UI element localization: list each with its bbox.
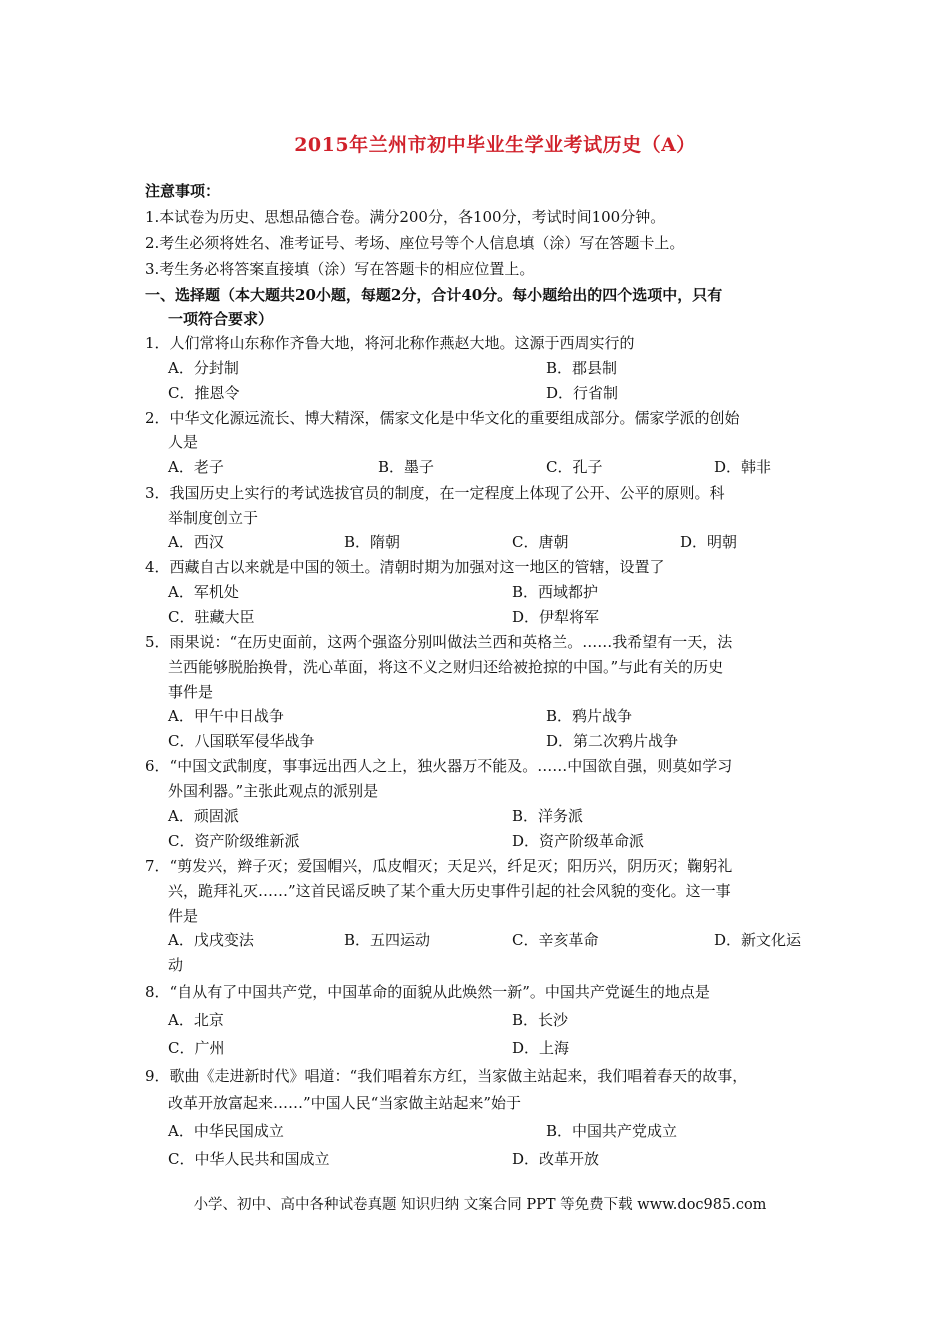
question-5-cont-2: 事件是	[168, 683, 214, 701]
question-7: 7．“剪发兴，辫子灭；爱国帽兴，瓜皮帽灭；天足兴，纤足灭；阳历兴，阴历灭；鞠躬礼	[145, 857, 733, 875]
q1-option-c: C．推恩令	[168, 384, 240, 402]
q5-option-b: B．鸦片战争	[546, 707, 633, 725]
question-3: 3．我国历史上实行的考试选拔官员的制度，在一定程度上体现了公开、公平的原则。科	[145, 484, 725, 502]
q9-option-b: B．中国共产党成立	[546, 1122, 678, 1140]
exam-title: 2015年兰州市初中毕业生学业考试历史（A）	[294, 134, 696, 156]
q8-option-b: B．长沙	[512, 1011, 569, 1029]
q1-option-d: D．行省制	[546, 384, 619, 402]
q8-option-a: A．北京	[168, 1011, 224, 1029]
q2-option-c: C．孔子	[546, 458, 603, 476]
q1-option-b: B．郡县制	[546, 359, 618, 377]
q9-option-a: A．中华民国成立	[168, 1122, 284, 1140]
notice-item-2: 2.考生必须将姓名、准考证号、考场、座位号等个人信息填（涂）写在答题卡上。	[145, 234, 685, 252]
q9-option-c: C．中华人民共和国成立	[168, 1150, 330, 1168]
q2-option-a: A．老子	[168, 458, 224, 476]
question-9-cont: 改革开放富起来……”中国人民“当家做主站起来”始于	[168, 1094, 522, 1112]
question-8: 8．“自从有了中国共产党，中国革命的面貌从此焕然一新”。中国共产党诞生的地点是	[145, 983, 710, 1001]
notice-item-3: 3.考生务必将答案直接填（涂）写在答题卡的相应位置上。	[145, 260, 535, 278]
notice-heading: 注意事项：	[145, 182, 221, 200]
question-6-cont: 外国利器。”主张此观点的派别是	[168, 782, 379, 800]
q6-option-a: A．顽固派	[168, 807, 239, 825]
q7-option-a: A．戊戌变法	[168, 931, 254, 949]
q6-option-b: B．洋务派	[512, 807, 584, 825]
q7-option-c: C．辛亥革命	[512, 931, 599, 949]
section-heading: 一、选择题（本大题共20小题，每题2分，合计40分。每小题给出的四个选项中，只有	[145, 286, 723, 304]
q5-option-d: D．第二次鸦片战争	[546, 732, 679, 750]
q3-option-d: D．明朝	[680, 533, 738, 551]
q2-option-d: D．韩非	[714, 458, 772, 476]
q4-option-a: A．军机处	[168, 583, 239, 601]
q6-option-d: D．资产阶级革命派	[512, 832, 645, 850]
q4-option-b: B．西域都护	[512, 583, 599, 601]
question-5: 5．雨果说：“在历史面前，这两个强盗分别叫做法兰西和英格兰。……我希望有一天，法	[145, 633, 733, 651]
question-6: 6．“中国文武制度，事事远出西人之上，独火器万不能及。……中国欲自强，则莫如学习	[145, 757, 733, 775]
q8-option-d: D．上海	[512, 1039, 570, 1057]
q4-option-c: C．驻藏大臣	[168, 608, 255, 626]
q3-option-c: C．唐朝	[512, 533, 569, 551]
question-1: 1．人们常将山东称作齐鲁大地，将河北称作燕赵大地。这源于西周实行的	[145, 334, 635, 352]
q8-option-c: C．广州	[168, 1039, 225, 1057]
page-footer: 小学、初中、高中各种试卷真题 知识归纳 文案合同 PPT 等免费下载 www.doc985.com	[193, 1197, 767, 1213]
question-7-cont-2: 件是	[168, 907, 199, 925]
question-2: 2．中华文化源远流长、博大精深，儒家文化是中华文化的重要组成部分。儒家学派的创始	[145, 409, 740, 427]
question-3-cont: 举制度创立于	[168, 509, 259, 527]
notice-item-1: 1.本试卷为历史、思想品德合卷。满分200分，各100分，考试时间100分钟。	[145, 208, 666, 226]
q7-option-d: D．新文化运	[714, 931, 802, 949]
q5-option-c: C．八国联军侵华战争	[168, 732, 315, 750]
question-4: 4．西藏自古以来就是中国的领土。清朝时期为加强对这一地区的管辖，设置了	[145, 558, 665, 576]
question-7-cont-1: 兴，跪拜礼灭……”这首民谣反映了某个重大历史事件引起的社会风貌的变化。这一事	[168, 882, 731, 900]
q4-option-d: D．伊犁将军	[512, 608, 600, 626]
q7-option-b: B．五四运动	[344, 931, 431, 949]
question-9: 9．歌曲《走进新时代》唱道：“我们唱着东方红，当家做主站起来，我们唱着春天的故事，	[145, 1067, 748, 1085]
section-heading-cont: 一项符合要求）	[168, 310, 274, 328]
q3-option-b: B．隋朝	[344, 533, 401, 551]
q6-option-c: C．资产阶级维新派	[168, 832, 300, 850]
q3-option-a: A．西汉	[168, 533, 224, 551]
q9-option-d: D．改革开放	[512, 1150, 600, 1168]
q1-option-a: A．分封制	[168, 359, 239, 377]
q7-option-d-cont: 动	[168, 956, 184, 974]
question-5-cont-1: 兰西能够脱胎换骨，洗心革面，将这不义之财归还给被抢掠的中国。”与此有关的历史	[168, 658, 724, 676]
q2-option-b: B．墨子	[378, 458, 435, 476]
question-2-cont: 人是	[168, 433, 199, 451]
q5-option-a: A．甲午中日战争	[168, 707, 284, 725]
